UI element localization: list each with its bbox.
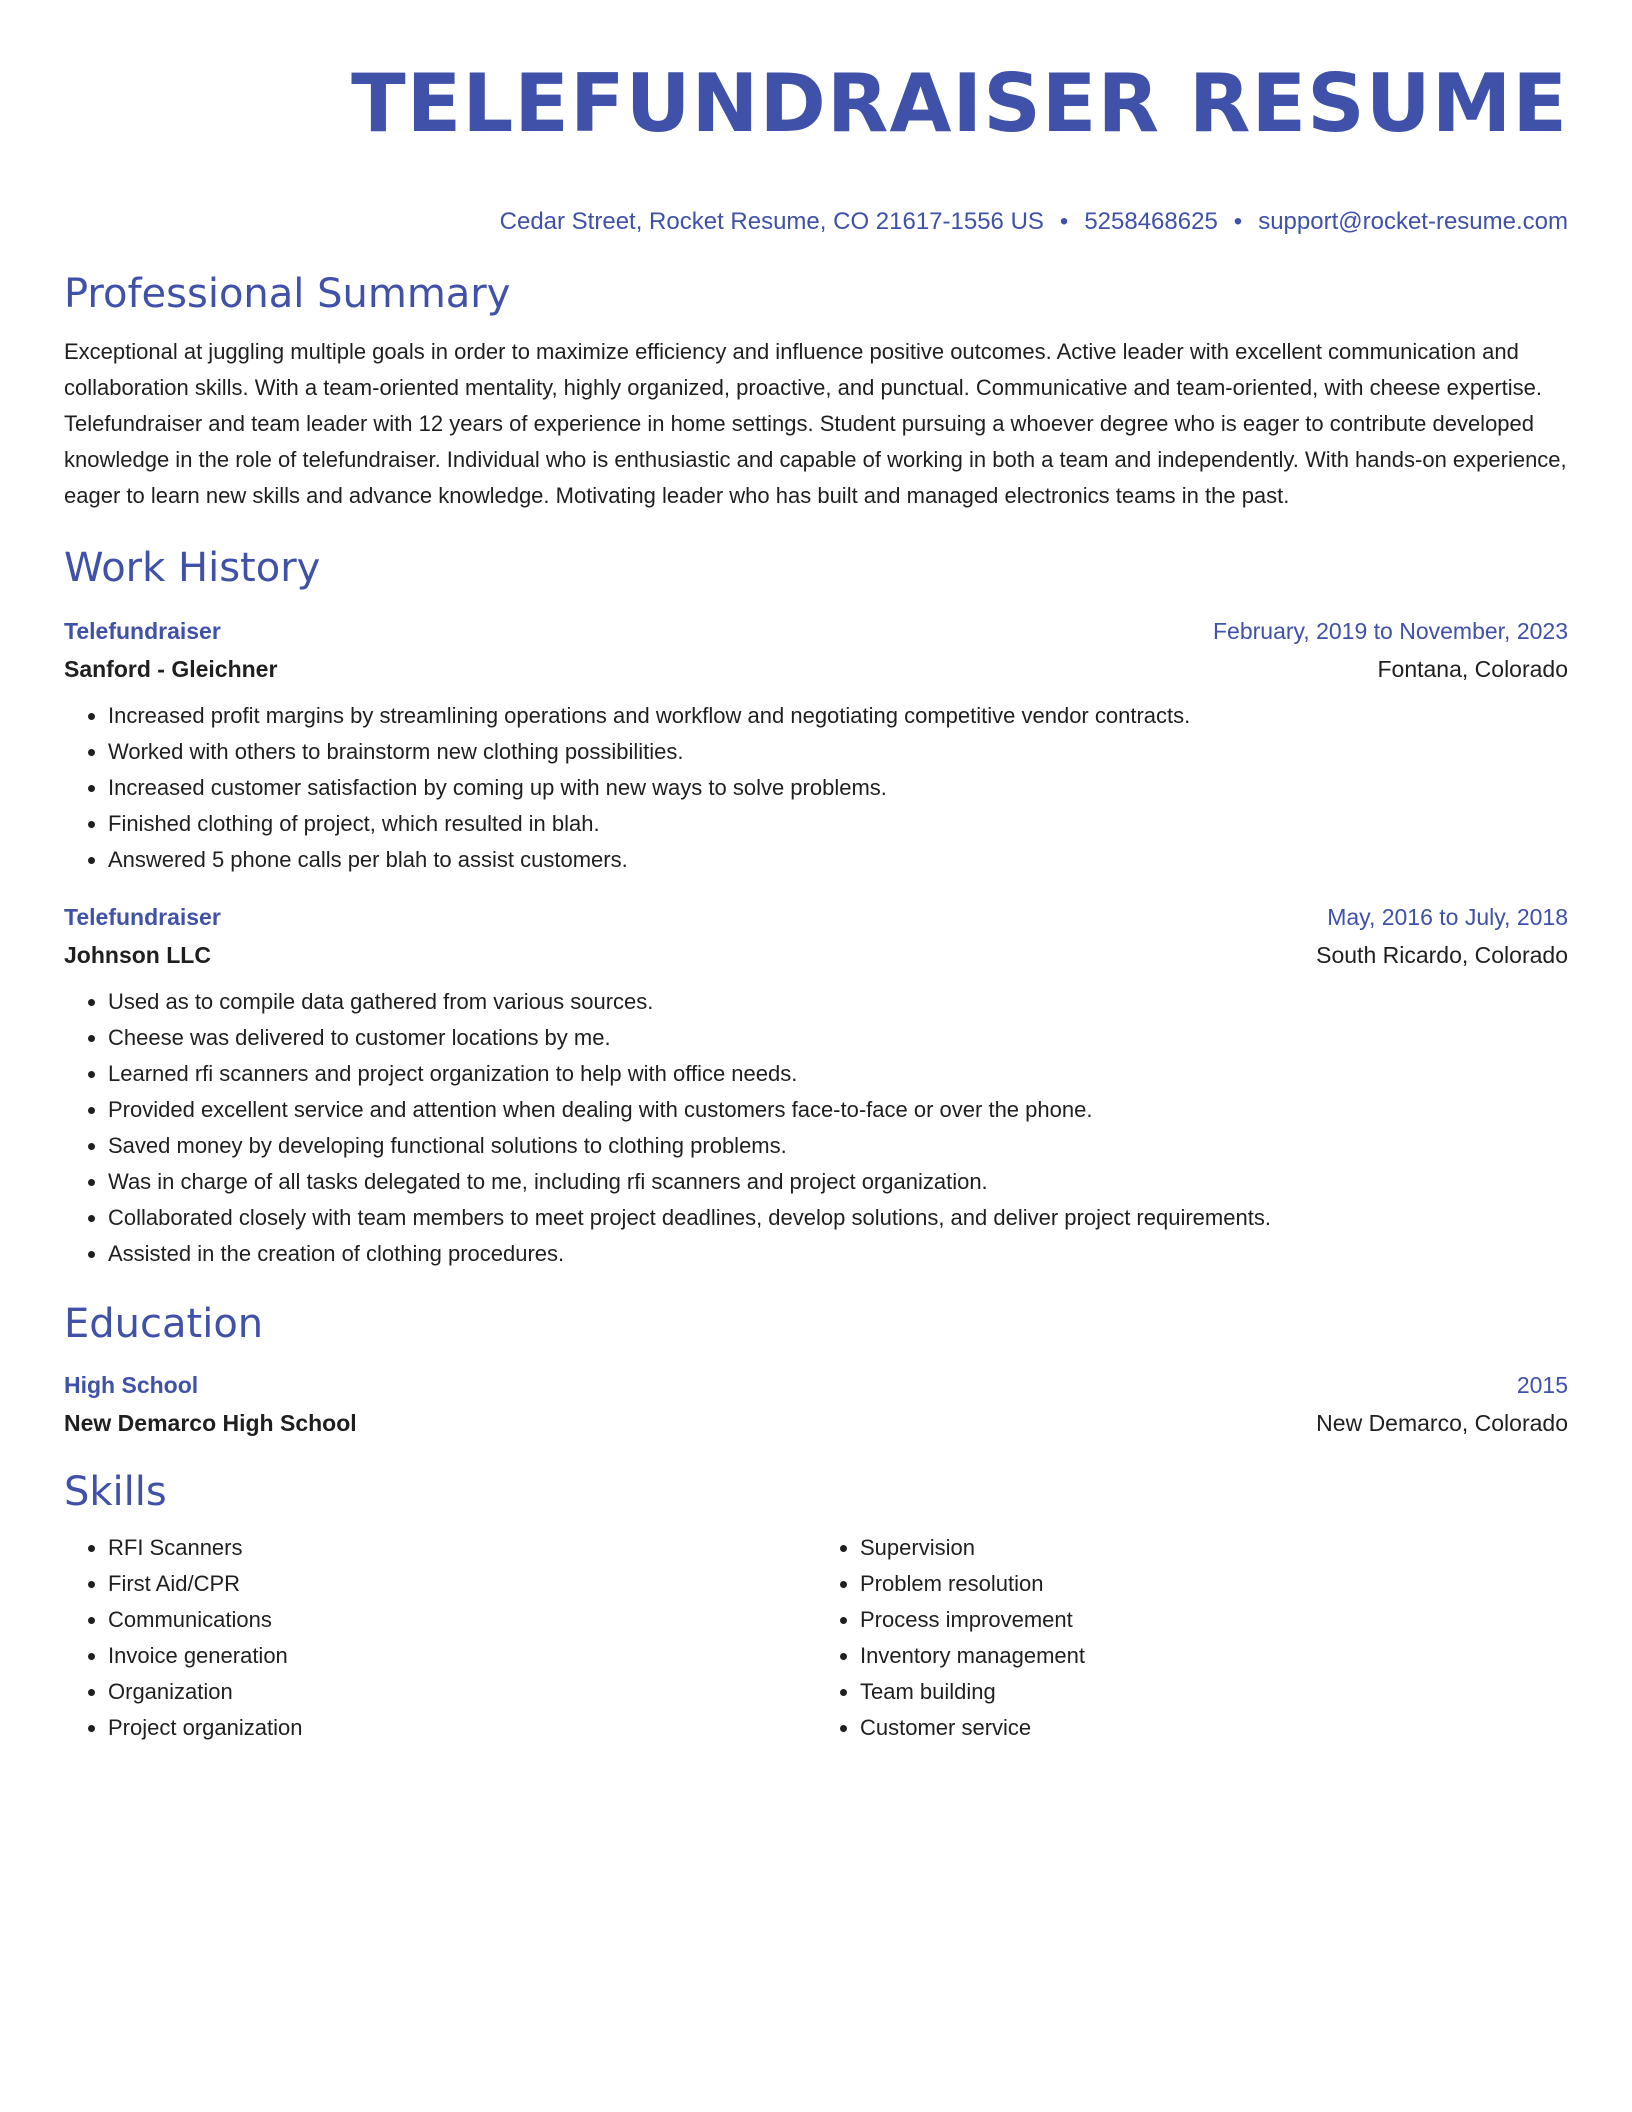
skill-item: • Team building: [860, 1674, 1568, 1710]
job-entry: [64, 612, 1568, 878]
list-item: • Increased customer satisfaction by coming up with new ways to solve problems.: [108, 770, 1568, 806]
list-item: • Increased profit margins by streamlining operations and workflow and negotiating competitive vendor contracts.: [108, 698, 1568, 734]
job-subheader: [64, 936, 1568, 974]
education-header: [64, 1366, 1568, 1404]
list-item: • Answered 5 phone calls per blah to assist customers.: [108, 842, 1568, 878]
job-bullets: [64, 984, 1568, 1272]
list-item: • Learned rfi scanners and project organization to help with office needs.: [108, 1056, 1568, 1092]
education-location: New Demarco, Colorado: [1316, 1410, 1568, 1436]
job-company: Johnson LLC: [64, 942, 211, 968]
skill-item: • Communications: [108, 1602, 816, 1638]
education-degree: High School: [64, 1372, 199, 1398]
job-dates: February, 2019 to November, 2023: [1212, 618, 1568, 644]
skill-item: • Supervision: [860, 1530, 1568, 1566]
skill-item: • Problem resolution: [860, 1566, 1568, 1602]
skills-columns: [64, 1530, 1568, 1746]
job-header: [64, 612, 1568, 650]
list-item: • Cheese was delivered to customer locations by me.: [108, 1020, 1568, 1056]
skill-item: • Customer service: [860, 1710, 1568, 1746]
summary-section: [64, 268, 1568, 514]
list-item: • Saved money by developing functional solutions to clothing problems.: [108, 1128, 1568, 1164]
job-subheader: [64, 650, 1568, 688]
contact-address: Cedar Street, Rocket Resume, CO 21617-1556 US: [499, 208, 1044, 235]
job-company: Sanford - Gleichner: [64, 656, 278, 682]
job-header: [64, 898, 1568, 936]
skills-section: [64, 1466, 1568, 1746]
section-heading: Education: [64, 1301, 264, 1347]
contact-separator: •: [1233, 208, 1243, 235]
education-school: New Demarco High School: [64, 1410, 357, 1436]
job-title: Telefundraiser: [64, 904, 221, 930]
skill-item: • First Aid/CPR: [108, 1566, 816, 1602]
skills-column-left: [64, 1530, 816, 1746]
list-item: • Was in charge of all tasks delegated to me, including rfi scanners and project organization.: [108, 1164, 1568, 1200]
list-item: • Collaborated closely with team members to meet project deadlines, develop solutions, and deliver project requirements.: [108, 1200, 1568, 1236]
list-item: • Worked with others to brainstorm new clothing possibilities.: [108, 734, 1568, 770]
job-dates: May, 2016 to July, 2018: [1327, 904, 1568, 930]
list-item: • Finished clothing of project, which resulted in blah.: [108, 806, 1568, 842]
job-entry: [64, 898, 1568, 1272]
summary-text: Exceptional at juggling multiple goals in order to maximize efficiency and influence positive outcomes. Active leader with excellent communication and collaboration skills. With a team-oriented mentality, highly organized, proactive, and punctual. Communicative and team-oriented, with cheese expertise. Telefundraiser and team leader with 12 years of experience in home settings. Student pursuing a whoever degree who is eager to contribute developed knowledge in the role of telefundraiser. Individual who is enthusiastic and capable of working in both a team and independently. With hands-on experience, eager to learn new skills and advance knowledge. Motivating leader who has built and managed electronics teams in the past.: [64, 339, 1567, 508]
contact-email: support@rocket-resume.com: [1258, 208, 1568, 235]
section-heading: Work History: [64, 545, 321, 591]
skill-item: • RFI Scanners: [108, 1530, 816, 1566]
job-location: Fontana, Colorado: [1377, 656, 1568, 682]
job-title: Telefundraiser: [64, 618, 221, 644]
education-subheader: [64, 1404, 1568, 1442]
contact-separator: •: [1059, 208, 1069, 235]
list-item: • Provided excellent service and attention when dealing with customers face-to-face or over the phone.: [108, 1092, 1568, 1128]
list-item: • Used as to compile data gathered from various sources.: [108, 984, 1568, 1020]
education-year: 2015: [1516, 1372, 1568, 1398]
skill-item: • Process improvement: [860, 1602, 1568, 1638]
education-entry: [64, 1366, 1568, 1442]
skill-item: • Invoice generation: [108, 1638, 816, 1674]
skills-column-right: [816, 1530, 1568, 1746]
skill-item: • Inventory management: [860, 1638, 1568, 1674]
section-heading: Professional Summary: [64, 271, 511, 317]
resume-title: TELEFUNDRAISER RESUME: [351, 57, 1568, 150]
skill-item: • Organization: [108, 1674, 816, 1710]
education-section: [64, 1298, 1568, 1442]
skill-item: • Project organization: [108, 1710, 816, 1746]
work-history-section: [64, 542, 1568, 1272]
resume-header: [64, 0, 1568, 238]
contact-phone: 5258468625: [1084, 208, 1218, 235]
job-location: South Ricardo, Colorado: [1316, 942, 1568, 968]
section-heading: Skills: [64, 1469, 167, 1515]
job-bullets: [64, 698, 1568, 878]
contact-line: [64, 206, 1568, 238]
list-item: • Assisted in the creation of clothing procedures.: [108, 1236, 1568, 1272]
